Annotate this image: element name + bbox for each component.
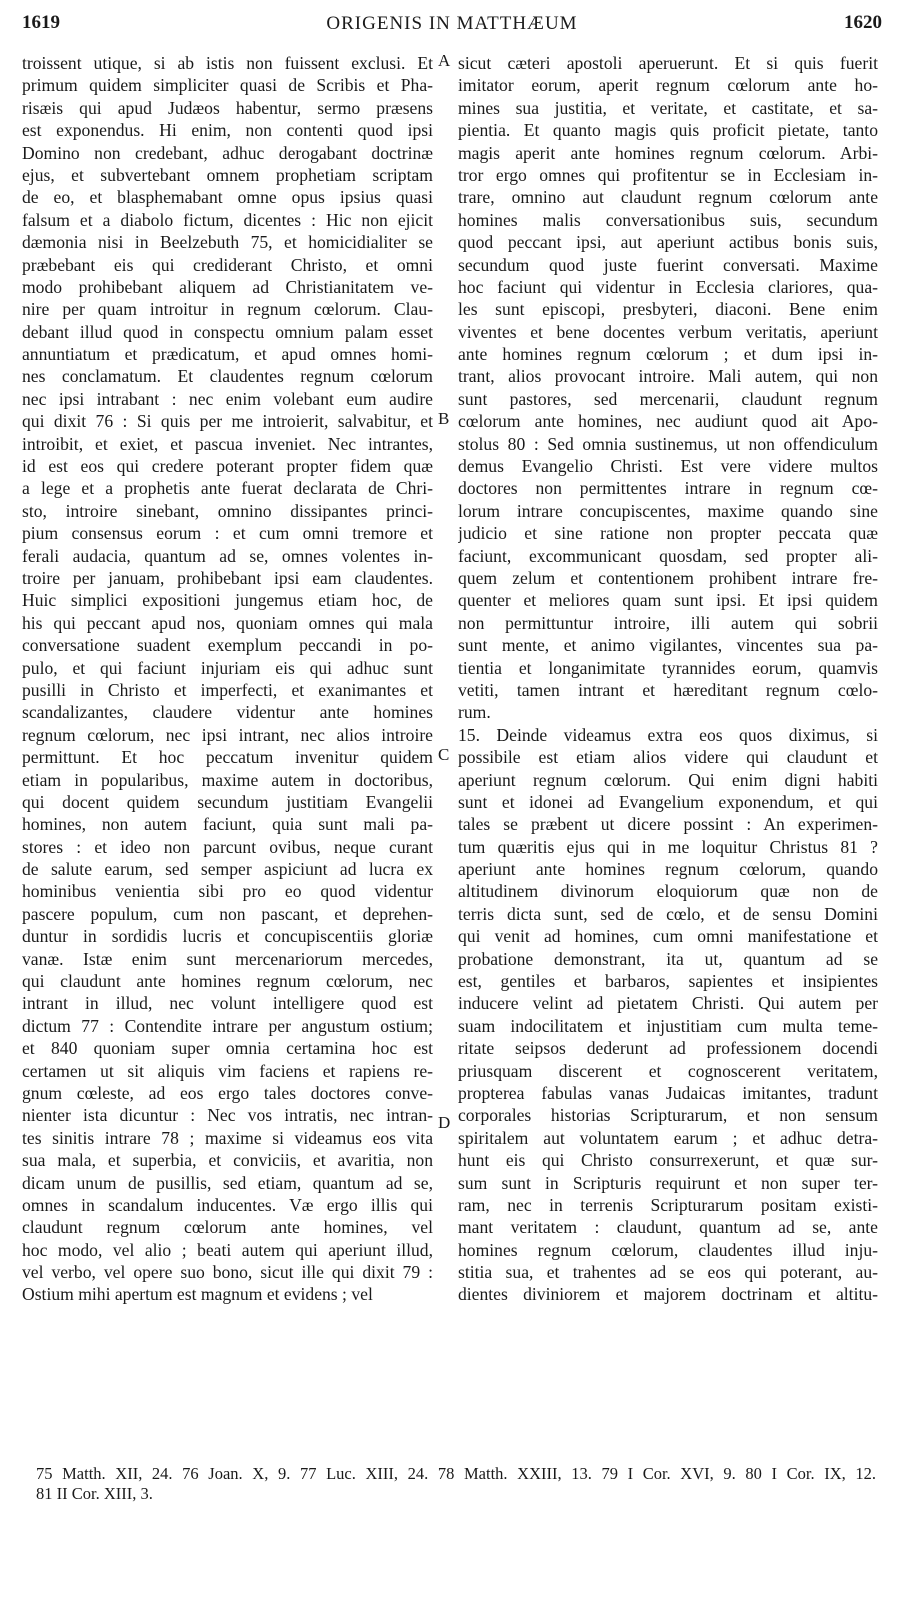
section-marker-d: D xyxy=(438,1113,451,1132)
text-line: gnum cœleste, ad eos ergo tales doctores conve- xyxy=(22,1082,433,1103)
text-line: tes sinitis intrare 78 ; maxime si videamus eos vita xyxy=(22,1127,433,1148)
text-line: hoc modo, vel alio ; beati autem qui aperiunt illud, xyxy=(22,1239,433,1260)
text-line: spiritalem aut voluntatem earum ; et adhuc detra- xyxy=(458,1127,878,1148)
text-line: duntur in sordidis lucris et concupiscentiis gloriæ xyxy=(22,926,433,947)
text-line: debant illud quod in conspectu omnium palam esset xyxy=(22,321,433,342)
section-marker-a: A xyxy=(438,51,451,70)
text-line: id est eos qui credere poterant propter fidem quæ xyxy=(22,456,433,477)
text-line: vanæ. Istæ enim sunt mercenariorum mercedes, xyxy=(22,948,433,969)
text-line: Domino non credebant, adhuc derogabant doctrinæ xyxy=(22,142,433,163)
text-line: non permittuntur introire, illi autem qui sobrii xyxy=(458,612,878,633)
text-line: troire per januam, prohibebant ipsi eam claudentes. xyxy=(22,567,433,588)
text-line: trare, omnino aut claudunt regnum cœlorum ante xyxy=(458,187,878,208)
text-line: est, gentiles et barbaros, sapientes et insipientes xyxy=(458,971,878,992)
text-line: tror ergo omnes qui profitentur se in Ecclesiam in- xyxy=(458,164,878,185)
text-line: regnum cœlorum, nec ipsi intrant, nec alios introire xyxy=(22,724,433,745)
text-line: ram, nec in terrenis Scripturarum positam existi- xyxy=(458,1194,878,1215)
text-line: qui venit ad homines, cum omni manifestatione et xyxy=(458,926,878,947)
page-header xyxy=(22,12,882,40)
text-line: primum quidem simpliciter quasi de Scribis et Pha- xyxy=(22,75,433,96)
text-line: nire per quam introitur in regnum cœlorum. Clau- xyxy=(22,299,433,320)
text-line: sua mala, et superbia, et conviciis, et avaritia, non xyxy=(22,1150,433,1171)
text-line: probatione demonstrant, ita ut, quantum ad se xyxy=(458,948,878,969)
text-line: stores : et ideo non parcunt ovibus, neque curant xyxy=(22,836,433,857)
text-line: demus Evangelio Christi. Est vere videre multos xyxy=(458,456,878,477)
text-line: ejus, et subvertebant omnem prophetiam scriptam xyxy=(22,164,433,185)
text-line: vel verbo, vel opere suo bono, sicut ille qui dixit 79 : xyxy=(22,1262,433,1283)
text-line: quem zelum et contentionem prohibent intrare fre- xyxy=(458,567,878,588)
text-line: 15. Deinde videamus extra eos quos diximus, si xyxy=(458,724,878,745)
text-line: stolus 80 : Sed omnia sustinemus, ut non offendiculum xyxy=(458,433,878,454)
text-line: pulo, et qui faciunt injuriam eis qui adhuc sunt xyxy=(22,657,433,678)
text-line: tum quæritis ejus qui in me loquitur Christus 81 ? xyxy=(458,836,878,857)
text-line: omnes in scandalum inducentes. Væ ergo illis qui xyxy=(22,1194,433,1215)
text-line: quenter et meliores quam sunt ipsi. Et ipsi quidem xyxy=(458,590,878,611)
text-line: imitator eorum, aperit regnum cœlorum ante ho- xyxy=(458,75,878,96)
text-line: magis aperit ante homines regnum cœlorum. Arbi- xyxy=(458,142,878,163)
text-line: hunt eis qui Christo consurrexerunt, et quæ sur- xyxy=(458,1150,878,1171)
text-line: hoc faciunt qui videntur in Ecclesia clariores, qua- xyxy=(458,276,878,297)
text-line: les sunt episcopi, presbyteri, diaconi. Bene enim xyxy=(458,299,878,320)
section-marker-b: B xyxy=(438,409,450,428)
text-line: vetiti, tamen intrant et hæreditant regnum cœlo- xyxy=(458,679,878,700)
text-line: suam indocilitatem et injustitiam cum multa teme- xyxy=(458,1015,878,1036)
text-line: est exponendus. Hi enim, non contenti quod ipsi xyxy=(22,120,433,141)
text-line: homines malis conversationibus suis, secundum xyxy=(458,209,878,230)
text-line: nes conclamatum. Et claudentes regnum cœlorum xyxy=(22,366,433,387)
footnotes xyxy=(36,1464,876,1504)
text-line: quod peccant ipsi, aut aperiunt actibus bonis suis, xyxy=(458,232,878,253)
left-page-number: 1619 xyxy=(22,12,60,33)
text-line: etiam in popularibus, maxime autem in doctoribus, xyxy=(22,769,433,790)
text-line: sum sunt in Scripturis requirunt et non super ter- xyxy=(458,1172,878,1193)
left-text-column xyxy=(22,52,433,1306)
text-line: a lege et a prophetis ante fuerat declarata de Chri- xyxy=(22,478,433,499)
text-line: dictum 77 : Contendite intrare per angustum ostium; xyxy=(22,1015,433,1036)
text-line: Ostium mihi apertum est magnum et evidens ; vel xyxy=(22,1284,373,1305)
text-line: ritate seipsos dederunt ad professionem docendi xyxy=(458,1038,878,1059)
text-line: nienter ista dicuntur : Nec vos intratis, nec intran- xyxy=(22,1105,433,1126)
text-line: dæmonia nisi in Beelzebuth 75, et homicidialiter se xyxy=(22,232,433,253)
text-line: pascere populum, cum non pascant, et deprehen- xyxy=(22,903,433,924)
text-line: altitudinem divinorum eloquiorum quæ non de xyxy=(458,881,878,902)
text-line: modo prohibebant aliquem ad Christianitatem ve- xyxy=(22,276,433,297)
right-page-number: 1620 xyxy=(844,12,882,33)
text-line: cœlorum ante homines, nec audiunt quod ait Apo- xyxy=(458,411,878,432)
text-line: annuntiatum et prædicatum, et apud omnes homi- xyxy=(22,344,433,365)
text-line: tientia et longanimitate tyrannides eorum, quamvis xyxy=(458,657,878,678)
footnote-line: 75 Matth. XII, 24. 76 Joan. X, 9. 77 Luc. XIII, 24. 78 Matth. XXIII, 13. 79 I Cor. XVI, 9. 80 I Cor. IX, 12. xyxy=(36,1464,876,1483)
text-line: Huic simplici expositioni jungemus etiam hoc, de xyxy=(22,590,433,611)
text-line: his qui peccant apud nos, quoniam omnes qui mala xyxy=(22,612,433,633)
text-line: nec ipsi intrabant : nec enim volebant eum audire xyxy=(22,388,433,409)
text-line: permittunt. Et hoc peccatum invenitur quidem xyxy=(22,747,433,768)
text-line: sicut cæteri apostoli aperuerunt. Et si quis fuerit xyxy=(458,53,878,73)
text-line: inducere velint ad pietatem Christi. Qui autem per xyxy=(458,993,878,1014)
text-line: priusquam discerent et cognoscerent veritatem, xyxy=(458,1060,878,1081)
text-line: troissent utique, si ab istis non fuissent exclusi. Et xyxy=(22,53,433,73)
text-line: claudunt regnum cœlorum ante homines, vel xyxy=(22,1217,433,1238)
text-line: sunt pastores, sed mercenarii, claudunt regnum xyxy=(458,388,878,409)
text-line: qui dixit 76 : Si quis per me introierit, salvabitur, et xyxy=(22,411,433,432)
text-line: pium consensus eorum : et cum omni tremore et xyxy=(22,523,433,544)
text-line: qui docent quidem secundum justitiam Evangelii xyxy=(22,791,433,812)
text-line: faciunt, excommunicant quosdam, sed propter ali- xyxy=(458,545,878,566)
text-line: mines sua justitia, et veritate, et castitate, et sa- xyxy=(458,97,878,118)
text-line: mant veritatem : claudunt, quantum ad se, ante xyxy=(458,1217,878,1238)
text-line: sunt mente, et animo vigilantes, vincentes sua pa- xyxy=(458,635,878,656)
text-line: propterea fabulas vanas Judaicas imitantes, tradunt xyxy=(458,1082,878,1103)
text-line: pusilli in Christo et imperfecti, et exanimantes et xyxy=(22,679,433,700)
text-line: tales se præbent ut dicere possint : An experimen- xyxy=(458,814,878,835)
text-line: possibile est etiam alios videre qui claudunt et xyxy=(458,747,878,768)
text-line: trant, alios provocant introire. Mali autem, qui non xyxy=(458,366,878,387)
text-line: conversatione suadent exemplum peccandi in po- xyxy=(22,635,433,656)
text-line: præbebant eis qui crediderant Christo, et omni xyxy=(22,254,433,275)
text-line: corporales historias Scripturarum, et non sensum xyxy=(458,1105,878,1126)
text-line: falsum et a diabolo fictum, dicentes : Hic non ejicit xyxy=(22,209,433,230)
text-line: sto, introire sinebant, omnino dissipantes princi- xyxy=(22,500,433,521)
text-line: introibit, et exiet, et pascua inveniet. Nec intrantes, xyxy=(22,433,433,454)
text-line: homines regnum cœlorum, claudentes illud inju- xyxy=(458,1239,878,1260)
text-line: lorum intrare concupiscentes, maxime quando sine xyxy=(458,500,878,521)
running-title: ORIGENIS IN MATTHÆUM xyxy=(326,13,578,34)
footnote-line: 81 II Cor. XIII, 3. xyxy=(36,1484,153,1503)
text-line: stitia sua, et trahentes ad se eos qui poterant, au- xyxy=(458,1262,878,1283)
text-line: pientia. Et quanto magis quis proficit pietate, tanto xyxy=(458,120,878,141)
text-line: rum. xyxy=(458,702,491,723)
text-line: certamen ut sit aliquis vim faciens et rapiens re- xyxy=(22,1060,433,1081)
text-line: aperiunt ante homines regnum cœlorum, quando xyxy=(458,859,878,880)
text-line: de eo, et blasphemabant omne opus ipsius quasi xyxy=(22,187,433,208)
text-line: hominibus venientia sibi pro eo quod videntur xyxy=(22,881,433,902)
text-line: risæis qui apud Judæos habentur, sermo præsens xyxy=(22,97,433,118)
right-text-column xyxy=(458,52,878,1306)
text-line: terris dicta sunt, sed de cœlo, et de sensu Domini xyxy=(458,903,878,924)
text-line: aperiunt regnum cœlorum. Qui enim digni habiti xyxy=(458,769,878,790)
text-line: sunt et idonei ad Evangelium exponendum, et qui xyxy=(458,791,878,812)
text-line: viventes et bene docentes verbum veritatis, aperiunt xyxy=(458,321,878,342)
text-line: dicam unum de pusillis, sed etiam, quantum ad se, xyxy=(22,1172,433,1193)
text-line: de salute earum, sed semper aspiciunt ad lucra ex xyxy=(22,859,433,880)
text-line: doctores non permittentes intrare in regnum cœ- xyxy=(458,478,878,499)
text-line: homines, non autem faciunt, quia sunt mali pa- xyxy=(22,814,433,835)
text-line: ferali audacia, quantum ad se, omnes volentes in- xyxy=(22,545,433,566)
text-line: scandalizantes, claudere videntur ante homines xyxy=(22,702,433,723)
text-line: qui claudunt ante homines regnum cœlorum, nec xyxy=(22,971,433,992)
section-marker-c: C xyxy=(438,745,450,764)
text-line: judicio et sine ratione non propter peccata quæ xyxy=(458,523,878,544)
text-line: intrant in illud, nec volunt intelligere quod est xyxy=(22,993,433,1014)
text-line: dientes diviniorem et majorem doctrinam et altitu- xyxy=(458,1284,878,1305)
text-line: ante homines regnum cœlorum ; et dum ipsi in- xyxy=(458,344,878,365)
text-line: et 840 quoniam super omnia certamina hoc est xyxy=(22,1038,433,1059)
text-line: secundum quod juste fuerint conversati. Maxime xyxy=(458,254,878,275)
